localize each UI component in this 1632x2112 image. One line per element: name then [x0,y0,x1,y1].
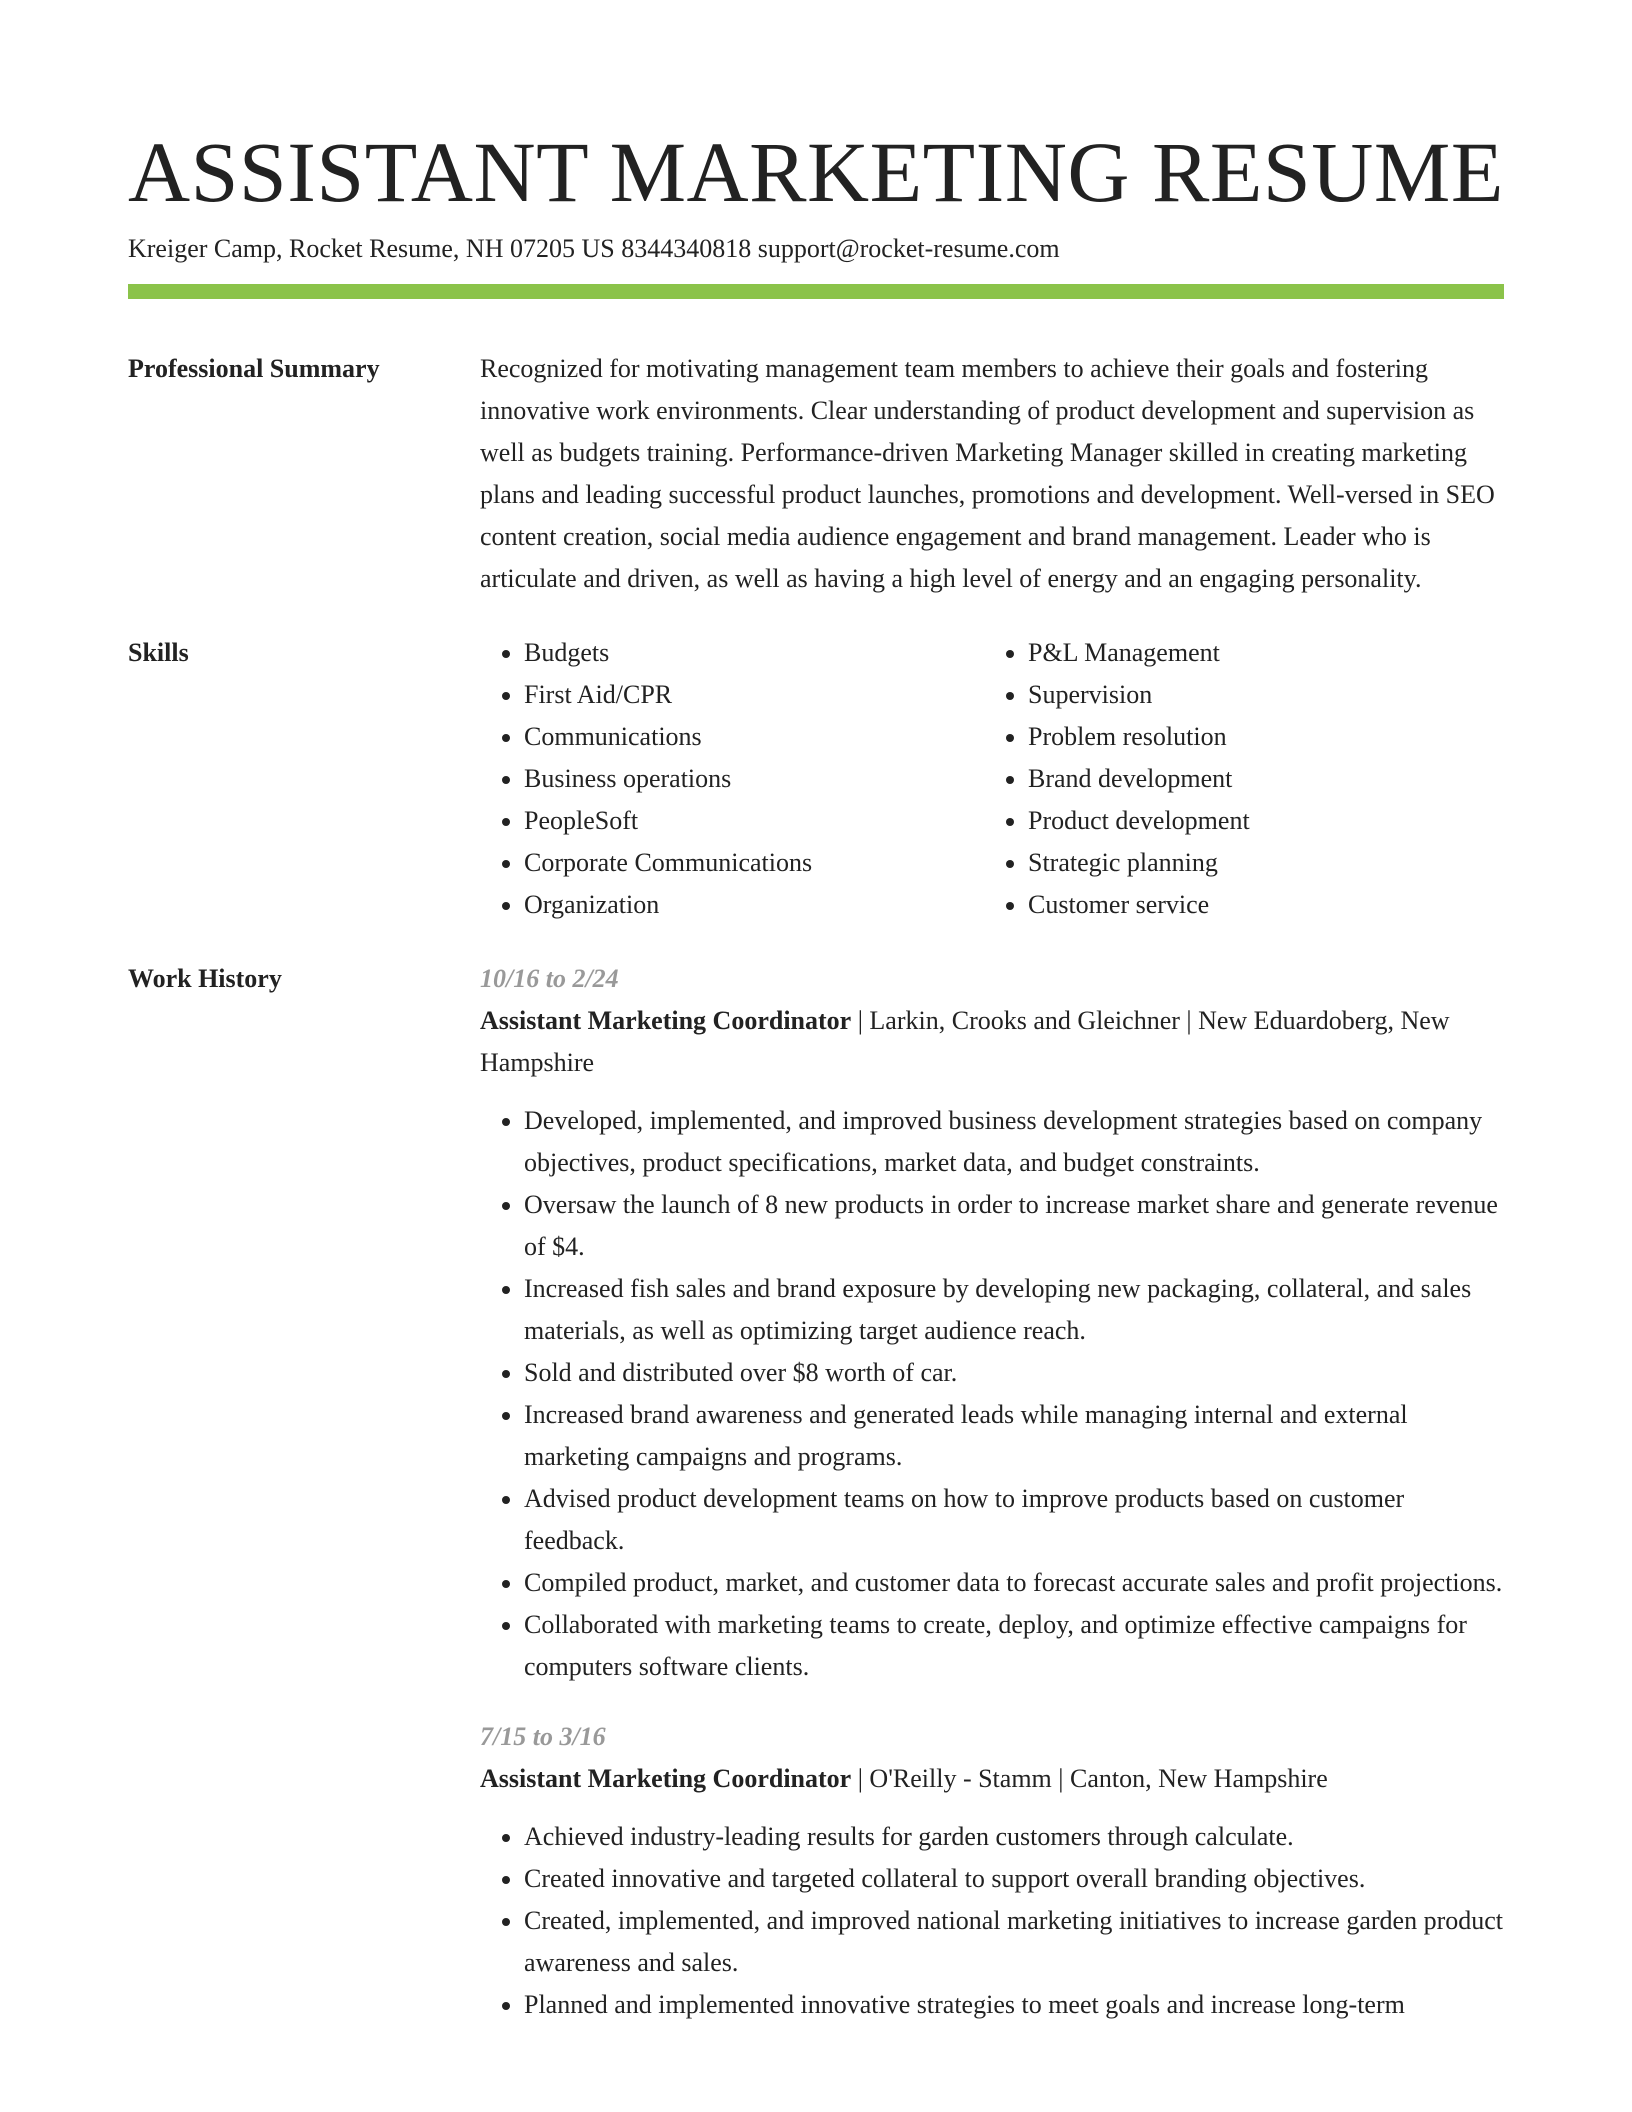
job-heading [480,1000,1504,1084]
skill-item: • First Aid/CPR [524,674,984,716]
skill-item: • Problem resolution [1028,716,1488,758]
skill-item: • Strategic planning [1028,842,1488,884]
professional-summary-section [128,348,1504,600]
skills-column-right [984,632,1488,926]
resume-title: ASSISTANT MARKETING RESUME [128,124,1504,220]
job-bullet: • Oversaw the launch of 8 new products in order to increase market share and generate revenue of $4. [524,1184,1504,1268]
skill-item: • Product development [1028,800,1488,842]
job-title: Assistant Marketing Coordinator [480,1006,852,1035]
section-title: Work History [128,964,282,993]
job-details: | O'Reilly - Stamm | Canton, New Hampshire [851,1764,1328,1793]
skill-item: • P&L Management [1028,632,1488,674]
skill-item: • Corporate Communications [524,842,984,884]
section-title: Skills [128,638,189,667]
skill-item: • Business operations [524,758,984,800]
job-dates: 7/15 to 3/16 [480,1722,606,1751]
section-title: Professional Summary [128,354,380,383]
skill-item: • Brand development [1028,758,1488,800]
job-bullet: • Achieved industry-leading results for garden customers through calculate. [524,1816,1504,1858]
job-bullet: • Planned and implemented innovative strategies to meet goals and increase long-term [524,1984,1504,2026]
work-history-section [128,958,1504,2026]
job-bullet: • Developed, implemented, and improved business development strategies based on company objectives, product specifications, market data, and budget constraints. [524,1100,1504,1184]
resume-page [128,122,1504,2026]
job-bullet: • Increased fish sales and brand exposure by developing new packaging, collateral, and sales materials, as well as optimizing target audience reach. [524,1268,1504,1352]
job-bullet: • Collaborated with marketing teams to create, deploy, and optimize effective campaigns for computers software clients. [524,1604,1504,1688]
job-entry [480,958,1504,1688]
skill-item: • Customer service [1028,884,1488,926]
job-details: | Larkin, Crooks and Gleichner | New Eduardoberg, New Hampshire [480,1006,1450,1077]
job-title: Assistant Marketing Coordinator [480,1764,852,1793]
job-bullets [480,1100,1504,1688]
job-bullet: • Created, implemented, and improved national marketing initiatives to increase garden product awareness and sales. [524,1900,1504,1984]
skill-item: • Budgets [524,632,984,674]
skill-item: • Supervision [1028,674,1488,716]
job-bullet: • Compiled product, market, and customer data to forecast accurate sales and profit projections. [524,1562,1504,1604]
skills-column-left [480,632,984,926]
contact-line: Kreiger Camp, Rocket Resume, NH 07205 US 8344340818 support@rocket-resume.com [128,234,1060,263]
job-bullets [480,1816,1504,2026]
skill-item: • Communications [524,716,984,758]
job-bullet: • Sold and distributed over $8 worth of car. [524,1352,1504,1394]
skills-section [128,632,1504,926]
summary-text: Recognized for motivating management team members to achieve their goals and fostering innovative work environments. Clear understanding of product development and supervision as well as budgets training. Performance-driven Marketing Manager skilled in creating marketing plans and leading successful product launches, promotions and development. Well-versed in SEO content creation, social media audience engagement and brand management. Leader who is articulate and driven, as well as having a high level of energy and an engaging personality. [480,354,1495,593]
job-bullet: • Increased brand awareness and generated leads while managing internal and external marketing campaigns and programs. [524,1394,1504,1478]
job-entry [480,1716,1504,2026]
skill-item: • Organization [524,884,984,926]
skill-item: • PeopleSoft [524,800,984,842]
job-heading [480,1758,1504,1800]
job-bullet: • Created innovative and targeted collateral to support overall branding objectives. [524,1858,1504,1900]
job-bullet: • Advised product development teams on how to improve products based on customer feedback. [524,1478,1504,1562]
job-dates: 10/16 to 2/24 [480,964,619,993]
accent-divider [128,284,1504,299]
